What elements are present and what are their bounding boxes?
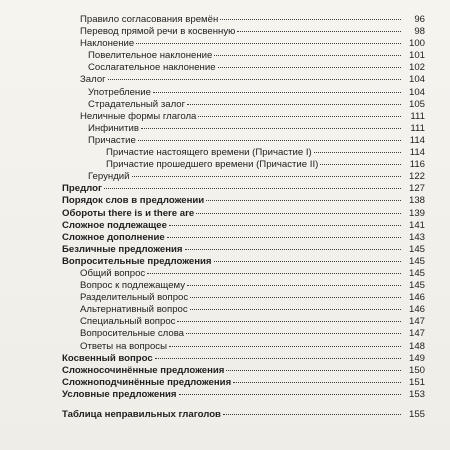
toc-entry-page: 98	[414, 26, 425, 38]
toc-entry	[0, 159, 450, 171]
toc-entry-page: 122	[408, 171, 425, 183]
toc-entry-title: Ответы на вопросы	[80, 340, 167, 352]
toc-entry-title: Безличные предложения	[62, 243, 183, 255]
dot-leader	[185, 249, 401, 250]
toc-entry	[0, 316, 450, 328]
toc-entry	[0, 244, 450, 256]
dot-leader	[223, 414, 401, 415]
toc-entry-page: 114	[409, 147, 425, 159]
dot-leader	[320, 164, 401, 165]
toc-entry-title: Повелительное наклонение	[88, 50, 213, 62]
toc-entry-page: 145	[408, 243, 425, 255]
toc-entry-title: Сложное дополнение	[62, 231, 165, 243]
toc-entry-page: 145	[408, 280, 425, 292]
toc-entry-page: 111	[410, 110, 425, 122]
dot-leader	[214, 261, 401, 262]
toc-entry-page: 96	[414, 14, 425, 25]
toc-entry-page: 148	[408, 340, 425, 352]
toc-entry-page: 149	[408, 352, 425, 364]
toc-entry	[0, 304, 450, 316]
toc-entry-title: Инфинитив	[88, 122, 139, 134]
toc-entry-title: Перевод прямой речи в косвенную	[80, 26, 236, 38]
dot-leader	[314, 152, 401, 153]
toc-entry-title: Страдательный залог	[88, 98, 186, 110]
dot-leader	[169, 225, 401, 226]
toc-entry	[0, 256, 450, 268]
toc-entry	[0, 341, 450, 353]
toc-entry	[0, 389, 450, 401]
toc-entry-title: Альтернативный вопрос	[80, 304, 188, 316]
toc-entry	[0, 280, 450, 292]
toc-entry-page: 111	[410, 122, 425, 134]
dot-leader	[177, 321, 401, 322]
dot-leader	[104, 188, 401, 189]
toc-entry	[0, 220, 450, 232]
toc-entry-title: Вопросительные предложения	[62, 255, 212, 267]
toc-entry-title: Неличные формы глагола	[80, 110, 197, 122]
toc-entry-page: 143	[408, 231, 425, 243]
toc-entry	[0, 135, 450, 147]
toc-entry-page: 102	[408, 62, 425, 74]
dot-leader	[214, 55, 401, 56]
toc-entry-title: Специальный вопрос	[80, 316, 176, 328]
toc-entry-title: Разделительный вопрос	[80, 292, 189, 304]
dot-leader	[237, 31, 401, 32]
toc-entry-page: 145	[408, 267, 425, 279]
dot-leader	[190, 309, 401, 310]
toc-entry-title: Наклонение	[80, 38, 135, 50]
toc-entry	[0, 195, 450, 207]
dot-leader	[147, 273, 401, 274]
toc-entry-title: Сложносочинённые предложения	[62, 364, 225, 376]
toc-entry	[0, 268, 450, 280]
toc-entry-title: Вопросительные слова	[80, 328, 185, 340]
toc-entry	[0, 111, 450, 123]
toc-entry-title: Таблица неправильных глаголов	[62, 409, 221, 420]
dot-leader	[169, 346, 401, 347]
toc-entry-page: 155	[408, 409, 425, 420]
toc-entry-title: Причастие	[88, 134, 136, 146]
toc-entry-page: 146	[408, 304, 425, 316]
toc-entry-page: 138	[408, 195, 425, 207]
toc-entry-title: Причастие прошедшего времени (Причастие II)	[106, 159, 319, 171]
toc-entry-title: Сложное подлежащее	[62, 219, 167, 231]
dot-leader	[136, 43, 401, 44]
toc-entry-page: 145	[408, 255, 425, 267]
toc-entry-title: Косвенный вопрос	[62, 352, 153, 364]
toc-entry-title: Условные предложения	[62, 388, 177, 400]
toc-entry	[0, 377, 450, 389]
toc-entry-page: 141	[408, 219, 425, 231]
dot-leader	[138, 140, 401, 141]
toc-entry	[0, 208, 450, 220]
toc-entry	[0, 232, 450, 244]
dot-leader	[226, 370, 401, 371]
toc-entry	[0, 38, 450, 50]
toc-entry	[0, 99, 450, 111]
toc-entry-title: Залог	[80, 74, 106, 86]
dot-leader	[218, 67, 401, 68]
toc-entry	[0, 50, 450, 62]
toc-entry	[0, 147, 450, 159]
dot-leader	[153, 92, 401, 93]
toc-entry	[0, 328, 450, 340]
dot-leader	[187, 285, 401, 286]
toc-entry-title: Сложноподчинённые предложения	[62, 376, 232, 388]
toc-entry	[0, 183, 450, 195]
toc-entry-page: 151	[408, 376, 425, 388]
toc-entry-page: 147	[408, 328, 425, 340]
toc-entry	[0, 171, 450, 183]
toc-entry-title: Герундий	[88, 171, 130, 183]
dot-leader	[179, 394, 402, 395]
toc-entry-page: 150	[408, 364, 425, 376]
toc-entry	[0, 26, 450, 38]
toc-entry-title: Вопрос к подлежащему	[80, 280, 186, 292]
toc-entry	[0, 292, 450, 304]
toc-entry	[0, 62, 450, 74]
toc-entry-page: 127	[408, 183, 425, 195]
toc-entry-title: Сослагательное наклонение	[88, 62, 216, 74]
toc-entry-page: 116	[409, 159, 425, 171]
dot-leader	[187, 104, 401, 105]
dot-leader	[108, 79, 401, 80]
dot-leader	[233, 382, 401, 383]
toc-entry-title: Правило согласования времён	[80, 14, 219, 25]
toc-entry-page: 100	[408, 38, 425, 50]
toc-entry	[0, 353, 450, 365]
toc-entry-title: Общий вопрос	[80, 267, 146, 279]
dot-leader	[132, 176, 401, 177]
toc-entry-page: 139	[408, 207, 425, 219]
dot-leader	[220, 19, 401, 20]
toc-entry	[0, 87, 450, 99]
toc-entry-title: Обороты there is и there are	[62, 207, 195, 219]
toc-entry-page: 153	[408, 388, 425, 400]
toc-entry-page: 101	[408, 50, 425, 62]
toc-entry	[0, 365, 450, 377]
dot-leader	[155, 358, 401, 359]
dot-leader	[190, 297, 401, 298]
toc-entry-page: 104	[408, 74, 425, 86]
toc-entry	[0, 123, 450, 135]
dot-leader	[196, 213, 401, 214]
toc-entry	[0, 14, 450, 26]
dot-leader	[141, 128, 401, 129]
toc-entry-title: Предлог	[62, 183, 103, 195]
dot-leader	[198, 116, 401, 117]
dot-leader	[186, 333, 401, 334]
toc-entry-page: 147	[408, 316, 425, 328]
toc-entry-title: Причастие настоящего времени (Причастие I)	[106, 147, 312, 159]
toc-entry-title: Порядок слов в предложении	[62, 195, 205, 207]
table-of-contents	[0, 14, 450, 421]
toc-entry-page: 105	[408, 98, 425, 110]
dot-leader	[167, 237, 401, 238]
dot-leader	[206, 200, 401, 201]
toc-entry-title: Употребление	[88, 86, 151, 98]
toc-entry-page: 146	[408, 292, 425, 304]
toc-entry-page: 104	[408, 86, 425, 98]
toc-entry-page: 114	[409, 134, 425, 146]
toc-entry	[0, 74, 450, 86]
toc-entry	[0, 409, 450, 421]
